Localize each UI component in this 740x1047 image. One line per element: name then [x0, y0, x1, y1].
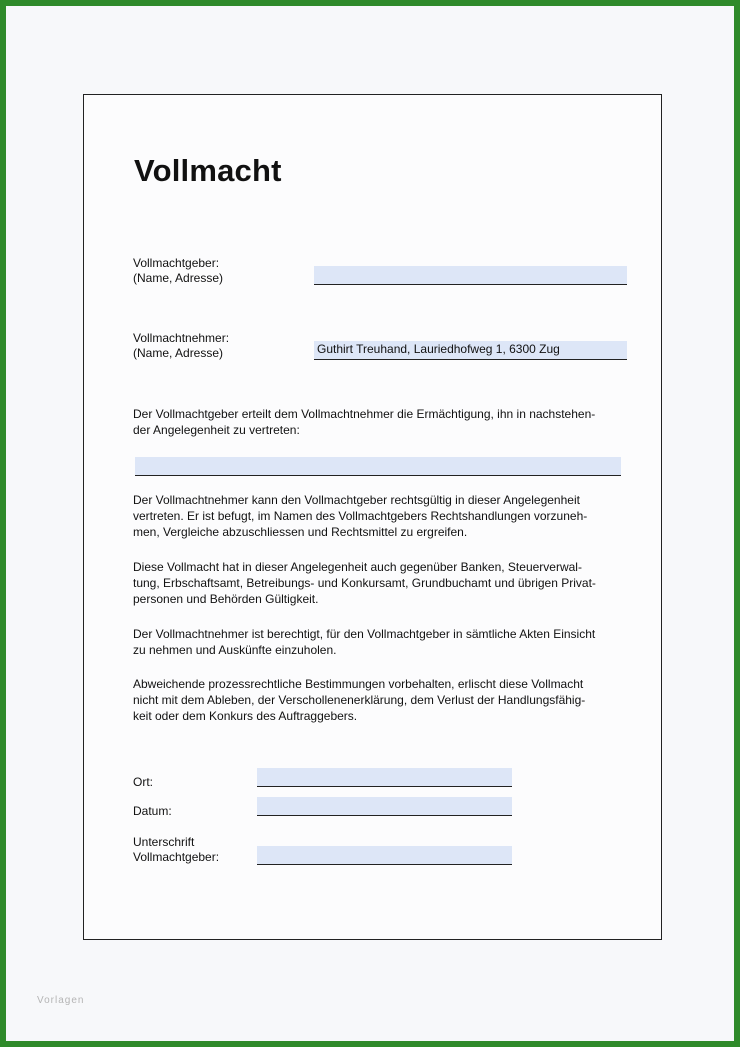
signature-label-line1: Unterschrift [133, 835, 195, 849]
paragraph-line: Der Vollmachtnehmer ist berechtigt, für den Vollmachtgeber in sämtliche Akten Einsicht [133, 627, 596, 641]
grantor-label [133, 256, 223, 286]
paragraph-access [133, 626, 618, 658]
place-label: Ort: [133, 775, 153, 789]
grantor-label-line2: (Name, Adresse) [133, 271, 224, 285]
matter-field[interactable] [135, 457, 621, 476]
paragraph-validity [133, 559, 618, 607]
grantee-label [133, 331, 229, 361]
intro-paragraph [133, 406, 618, 438]
paragraph-line: nicht mit dem Ableben, der Verschollenenerklärung, dem Verlust der Handlungsfähig- [133, 693, 586, 707]
grantor-field[interactable] [314, 266, 627, 285]
place-field[interactable] [257, 768, 512, 787]
paragraph-line: keit oder dem Konkurs des Auftraggebers. [133, 709, 358, 723]
signature-label [133, 835, 219, 865]
signature-field[interactable] [257, 846, 512, 865]
paragraph-line: Der Vollmachtnehmer kann den Vollmachtgeber rechtsgültig in dieser Angelegenheit [133, 493, 580, 507]
intro-line: der Angelegenheit zu vertreten: [133, 423, 300, 437]
paragraph-expiry [133, 676, 618, 724]
paragraph-line: vertreten. Er ist befugt, im Namen des Vollmachtgebers Rechtshandlungen vorzuneh- [133, 509, 588, 523]
grantee-label-line1: Vollmachtnehmer: [133, 331, 230, 345]
signature-label-line2: Vollmachtgeber: [133, 850, 220, 864]
paragraph-authority [133, 492, 618, 540]
intro-line: Der Vollmachtgeber erteilt dem Vollmachtnehmer die Ermächtigung, ihn in nachstehen- [133, 407, 596, 421]
paragraph-line: tung, Erbschaftsamt, Betreibungs- und Konkursamt, Grundbuchamt und übrigen Privat- [133, 576, 596, 590]
grantor-label-line1: Vollmachtgeber: [133, 256, 220, 270]
paragraph-line: Abweichende prozessrechtliche Bestimmungen vorbehalten, erlischt diese Vollmacht [133, 677, 584, 691]
date-field[interactable] [257, 797, 512, 816]
paragraph-line: personen und Behörden Gültigkeit. [133, 592, 319, 606]
paragraph-line: zu nehmen und Auskünfte einzuholen. [133, 643, 337, 657]
document-title: Vollmacht [134, 153, 282, 188]
grantee-field[interactable]: Guthirt Treuhand, Lauriedhofweg 1, 6300 Zug [314, 341, 627, 360]
watermark-text: Vorlagen [37, 995, 85, 1006]
grantee-label-line2: (Name, Adresse) [133, 346, 224, 360]
paragraph-line: men, Vergleiche abzuschliessen und Rechtsmittel zu ergreifen. [133, 525, 468, 539]
paragraph-line: Diese Vollmacht hat in dieser Angelegenheit auch gegenüber Banken, Steuerverwal- [133, 560, 582, 574]
document-page [83, 94, 662, 940]
date-label: Datum: [133, 804, 172, 818]
